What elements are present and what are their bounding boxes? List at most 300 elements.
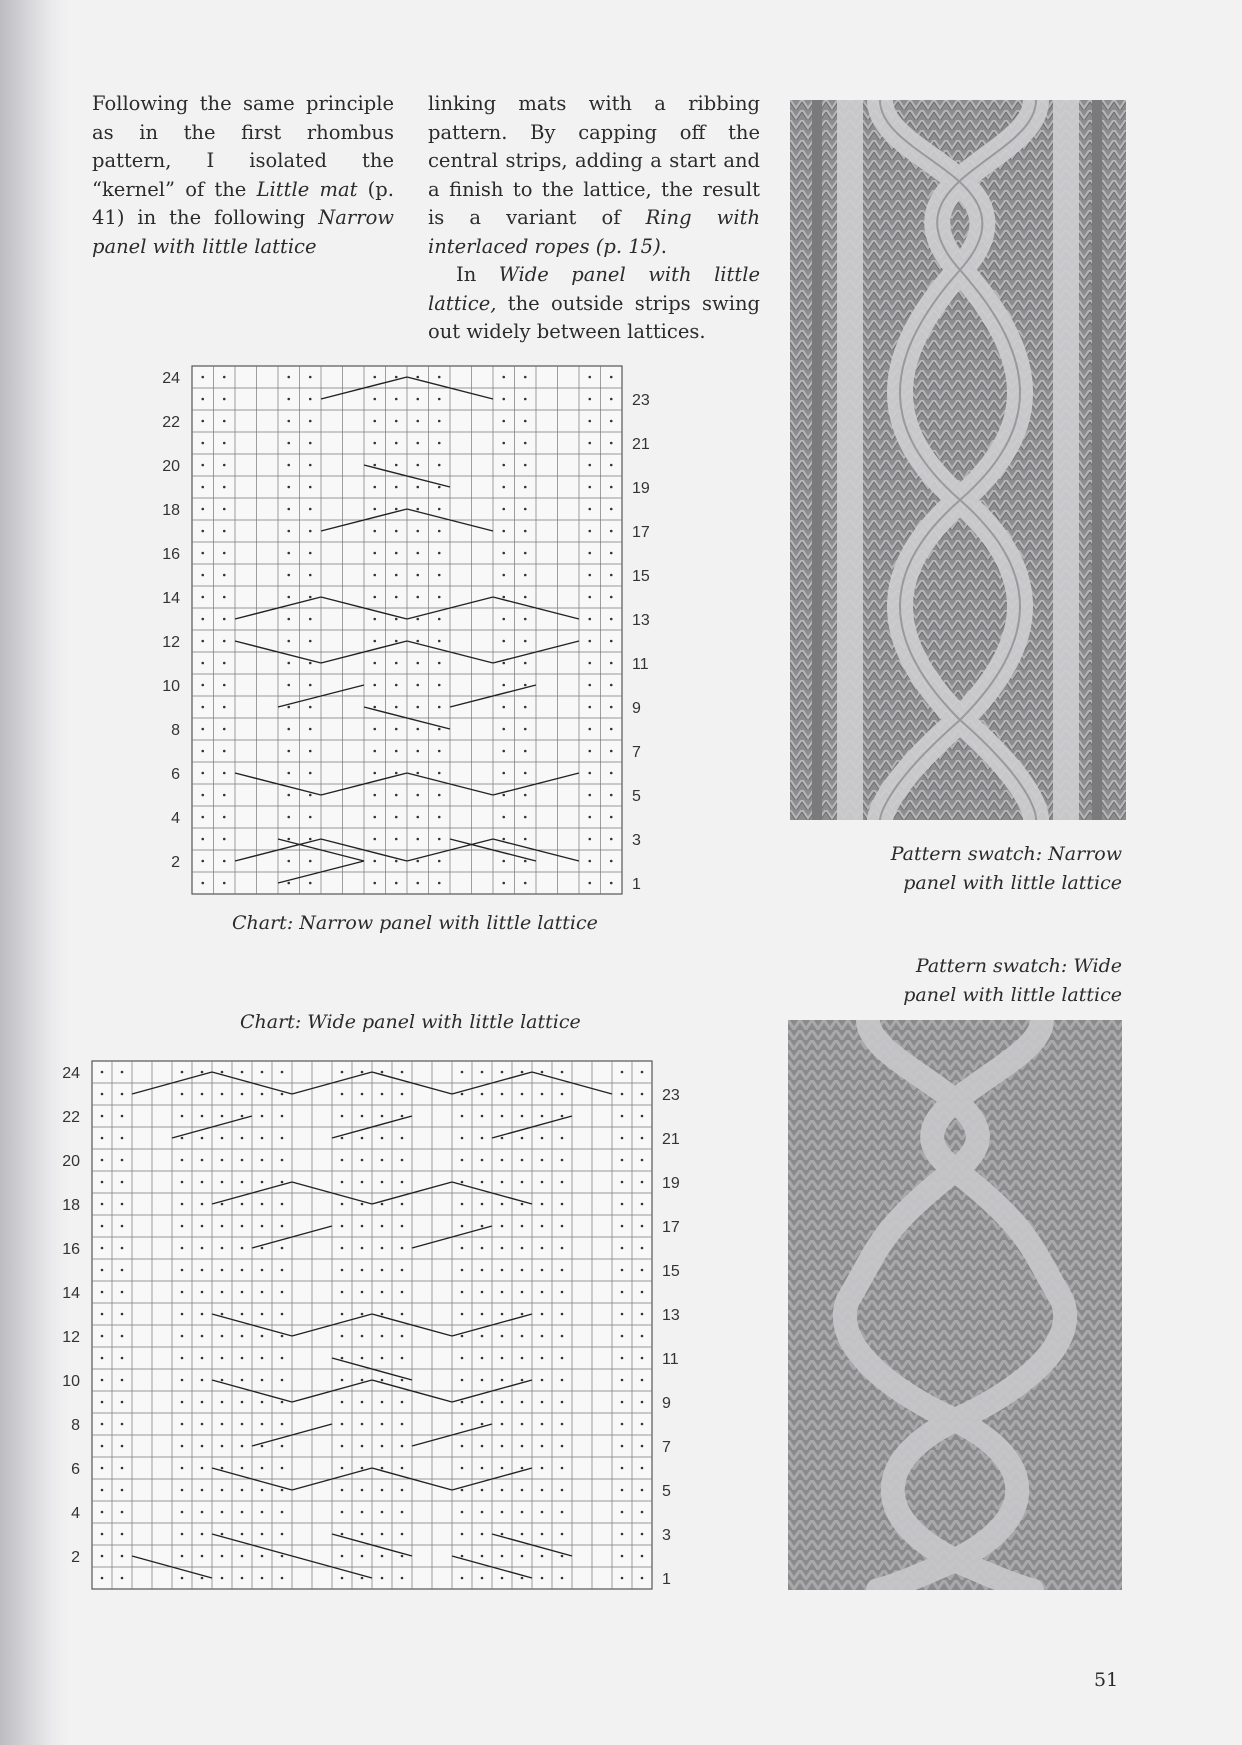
purl-dot xyxy=(101,1291,104,1294)
purl-dot xyxy=(373,882,376,885)
purl-dot xyxy=(241,1401,244,1404)
purl-dot xyxy=(395,508,398,511)
purl-dot xyxy=(561,1533,564,1536)
purl-dot xyxy=(438,662,441,665)
purl-dot xyxy=(181,1357,184,1360)
purl-dot xyxy=(610,552,613,555)
purl-dot xyxy=(395,706,398,709)
purl-dot xyxy=(381,1313,384,1316)
purl-dot xyxy=(101,1533,104,1536)
purl-dot xyxy=(461,1555,464,1558)
purl-dot xyxy=(341,1423,344,1426)
text-column-left xyxy=(92,90,394,261)
purl-dot xyxy=(281,1555,284,1558)
purl-dot xyxy=(524,376,527,379)
purl-dot xyxy=(309,684,312,687)
row-label-right: 3 xyxy=(662,1527,671,1544)
purl-dot xyxy=(309,860,312,863)
purl-dot xyxy=(641,1203,644,1206)
purl-dot xyxy=(201,1181,204,1184)
purl-dot xyxy=(461,1071,464,1074)
purl-dot xyxy=(588,530,591,533)
purl-dot xyxy=(610,662,613,665)
purl-dot xyxy=(121,1181,124,1184)
purl-dot xyxy=(223,376,226,379)
purl-dot xyxy=(401,1137,404,1140)
purl-dot xyxy=(541,1533,544,1536)
purl-dot xyxy=(181,1577,184,1580)
purl-dot xyxy=(341,1313,344,1316)
purl-dot xyxy=(341,1335,344,1338)
purl-dot xyxy=(121,1203,124,1206)
purl-dot xyxy=(281,1203,284,1206)
purl-dot xyxy=(341,1137,344,1140)
purl-dot xyxy=(621,1181,624,1184)
purl-dot xyxy=(502,552,505,555)
purl-dot xyxy=(223,618,226,621)
purl-dot xyxy=(438,574,441,577)
row-label-right: 5 xyxy=(632,788,641,805)
purl-dot xyxy=(621,1159,624,1162)
purl-dot xyxy=(373,552,376,555)
purl-dot xyxy=(201,1137,204,1140)
wide-chart-caption: Chart: Wide panel with little lattice xyxy=(240,1011,581,1033)
purl-dot xyxy=(502,420,505,423)
purl-dot xyxy=(101,1203,104,1206)
purl-dot xyxy=(588,772,591,775)
purl-dot xyxy=(395,442,398,445)
purl-dot xyxy=(502,574,505,577)
purl-dot xyxy=(521,1313,524,1316)
purl-dot xyxy=(201,420,204,423)
purl-dot xyxy=(610,684,613,687)
purl-dot xyxy=(502,486,505,489)
purl-dot xyxy=(621,1335,624,1338)
purl-dot xyxy=(121,1423,124,1426)
purl-dot xyxy=(521,1269,524,1272)
purl-dot xyxy=(401,1071,404,1074)
purl-dot xyxy=(309,882,312,885)
purl-dot xyxy=(521,1379,524,1382)
purl-dot xyxy=(261,1335,264,1338)
purl-dot xyxy=(121,1511,124,1514)
purl-dot xyxy=(241,1313,244,1316)
purl-dot xyxy=(181,1115,184,1118)
purl-dot xyxy=(461,1577,464,1580)
purl-dot xyxy=(641,1225,644,1228)
row-label-right: 11 xyxy=(632,656,649,673)
purl-dot xyxy=(361,1335,364,1338)
purl-dot xyxy=(524,442,527,445)
purl-dot xyxy=(610,508,613,511)
purl-dot xyxy=(223,728,226,731)
purl-dot xyxy=(309,750,312,753)
purl-dot xyxy=(621,1401,624,1404)
purl-dot xyxy=(201,618,204,621)
purl-dot xyxy=(502,728,505,731)
purl-dot xyxy=(221,1357,224,1360)
purl-dot xyxy=(221,1181,224,1184)
purl-dot xyxy=(373,750,376,753)
purl-dot xyxy=(181,1071,184,1074)
purl-dot xyxy=(641,1137,644,1140)
purl-dot xyxy=(181,1313,184,1316)
purl-dot xyxy=(261,1203,264,1206)
purl-dot xyxy=(524,684,527,687)
purl-dot xyxy=(641,1335,644,1338)
purl-dot xyxy=(416,596,419,599)
purl-dot xyxy=(287,772,290,775)
purl-dot xyxy=(395,552,398,555)
purl-dot xyxy=(241,1577,244,1580)
purl-dot xyxy=(501,1247,504,1250)
purl-dot xyxy=(438,376,441,379)
purl-dot xyxy=(481,1291,484,1294)
purl-dot xyxy=(501,1093,504,1096)
purl-dot xyxy=(361,1115,364,1118)
purl-dot xyxy=(361,1093,364,1096)
row-label-left: 24 xyxy=(62,1065,80,1082)
purl-dot xyxy=(181,1401,184,1404)
purl-dot xyxy=(524,750,527,753)
purl-dot xyxy=(201,1489,204,1492)
purl-dot xyxy=(524,728,527,731)
purl-dot xyxy=(521,1467,524,1470)
purl-dot xyxy=(481,1533,484,1536)
purl-dot xyxy=(221,1423,224,1426)
purl-dot xyxy=(281,1115,284,1118)
purl-dot xyxy=(341,1555,344,1558)
purl-dot xyxy=(261,1291,264,1294)
purl-dot xyxy=(416,508,419,511)
purl-dot xyxy=(261,1137,264,1140)
purl-dot xyxy=(501,1335,504,1338)
purl-dot xyxy=(561,1115,564,1118)
purl-dot xyxy=(341,1401,344,1404)
purl-dot xyxy=(381,1071,384,1074)
purl-dot xyxy=(221,1489,224,1492)
purl-dot xyxy=(610,398,613,401)
purl-dot xyxy=(309,552,312,555)
purl-dot xyxy=(524,596,527,599)
purl-dot xyxy=(201,530,204,533)
purl-dot xyxy=(502,882,505,885)
purl-dot xyxy=(241,1071,244,1074)
purl-dot xyxy=(438,838,441,841)
purl-dot xyxy=(561,1401,564,1404)
purl-dot xyxy=(541,1357,544,1360)
purl-dot xyxy=(461,1313,464,1316)
purl-dot xyxy=(221,1313,224,1316)
purl-dot xyxy=(481,1577,484,1580)
purl-dot xyxy=(588,882,591,885)
purl-dot xyxy=(201,1093,204,1096)
purl-dot xyxy=(361,1159,364,1162)
purl-dot xyxy=(287,530,290,533)
purl-dot xyxy=(461,1137,464,1140)
purl-dot xyxy=(241,1181,244,1184)
purl-dot xyxy=(121,1357,124,1360)
purl-dot xyxy=(416,794,419,797)
purl-dot xyxy=(223,640,226,643)
purl-dot xyxy=(541,1137,544,1140)
purl-dot xyxy=(461,1401,464,1404)
purl-dot xyxy=(201,1445,204,1448)
purl-dot xyxy=(373,728,376,731)
purl-dot xyxy=(341,1181,344,1184)
purl-dot xyxy=(438,860,441,863)
purl-dot xyxy=(524,464,527,467)
chart-grid xyxy=(192,366,622,894)
purl-dot xyxy=(281,1313,284,1316)
purl-dot xyxy=(438,706,441,709)
row-label-left: 18 xyxy=(62,1197,80,1214)
purl-dot xyxy=(101,1313,104,1316)
purl-dot xyxy=(588,684,591,687)
purl-dot xyxy=(223,816,226,819)
purl-dot xyxy=(373,530,376,533)
purl-dot xyxy=(416,838,419,841)
purl-dot xyxy=(588,486,591,489)
purl-dot xyxy=(201,772,204,775)
purl-dot xyxy=(381,1335,384,1338)
row-label-right: 3 xyxy=(632,832,641,849)
purl-dot xyxy=(501,1291,504,1294)
purl-dot xyxy=(221,1071,224,1074)
purl-dot xyxy=(181,1291,184,1294)
purl-dot xyxy=(341,1115,344,1118)
wide-swatch-caption: Pattern swatch: Wide panel with little lattice xyxy=(903,955,1122,1006)
purl-dot xyxy=(121,1247,124,1250)
purl-dot xyxy=(261,1313,264,1316)
purl-dot xyxy=(481,1247,484,1250)
purl-dot xyxy=(181,1467,184,1470)
purl-dot xyxy=(373,816,376,819)
purl-dot xyxy=(502,640,505,643)
purl-dot xyxy=(561,1511,564,1514)
purl-dot xyxy=(481,1269,484,1272)
purl-dot xyxy=(287,706,290,709)
purl-dot xyxy=(261,1093,264,1096)
purl-dot xyxy=(621,1225,624,1228)
purl-dot xyxy=(281,1181,284,1184)
purl-dot xyxy=(588,860,591,863)
purl-dot xyxy=(438,596,441,599)
purl-dot xyxy=(641,1489,644,1492)
row-label-right: 13 xyxy=(632,612,650,629)
purl-dot xyxy=(181,1489,184,1492)
purl-dot xyxy=(373,640,376,643)
row-label-right: 1 xyxy=(662,1571,671,1588)
row-label-right: 1 xyxy=(632,876,641,893)
purl-dot xyxy=(481,1467,484,1470)
purl-dot xyxy=(341,1269,344,1272)
purl-dot xyxy=(461,1467,464,1470)
purl-dot xyxy=(621,1577,624,1580)
purl-dot xyxy=(181,1423,184,1426)
purl-dot xyxy=(416,816,419,819)
purl-dot xyxy=(588,508,591,511)
purl-dot xyxy=(395,618,398,621)
purl-dot xyxy=(621,1489,624,1492)
purl-dot xyxy=(621,1269,624,1272)
purl-dot xyxy=(501,1379,504,1382)
purl-dot xyxy=(101,1137,104,1140)
purl-dot xyxy=(621,1533,624,1536)
row-label-right: 9 xyxy=(632,700,641,717)
purl-dot xyxy=(438,398,441,401)
purl-dot xyxy=(287,486,290,489)
purl-dot xyxy=(101,1247,104,1250)
purl-dot xyxy=(541,1181,544,1184)
purl-dot xyxy=(521,1423,524,1426)
purl-dot xyxy=(361,1137,364,1140)
purl-dot xyxy=(281,1071,284,1074)
purl-dot xyxy=(241,1555,244,1558)
purl-dot xyxy=(201,1357,204,1360)
paragraph-1: Following the same principle as in the first rhombus pattern, I isolated the “kernel” of the Little mat (p. 41) in the following Narrow panel with little lattice xyxy=(92,92,394,258)
purl-dot xyxy=(261,1423,264,1426)
purl-dot xyxy=(281,1467,284,1470)
purl-dot xyxy=(641,1071,644,1074)
purl-dot xyxy=(121,1071,124,1074)
purl-dot xyxy=(341,1071,344,1074)
purl-dot xyxy=(541,1093,544,1096)
purl-dot xyxy=(401,1577,404,1580)
purl-dot xyxy=(241,1159,244,1162)
purl-dot xyxy=(361,1269,364,1272)
purl-dot xyxy=(221,1269,224,1272)
purl-dot xyxy=(309,728,312,731)
purl-dot xyxy=(588,728,591,731)
purl-dot xyxy=(524,882,527,885)
purl-dot xyxy=(381,1225,384,1228)
purl-dot xyxy=(416,860,419,863)
purl-dot xyxy=(502,816,505,819)
purl-dot xyxy=(481,1555,484,1558)
purl-dot xyxy=(261,1577,264,1580)
purl-dot xyxy=(621,1071,624,1074)
purl-dot xyxy=(588,464,591,467)
purl-dot xyxy=(381,1181,384,1184)
purl-dot xyxy=(281,1247,284,1250)
purl-dot xyxy=(501,1159,504,1162)
purl-dot xyxy=(221,1533,224,1536)
purl-dot xyxy=(561,1335,564,1338)
purl-dot xyxy=(502,618,505,621)
purl-dot xyxy=(181,1247,184,1250)
purl-dot xyxy=(361,1467,364,1470)
wide-panel-chart xyxy=(50,1055,750,1600)
purl-dot xyxy=(373,684,376,687)
row-label-right: 19 xyxy=(662,1175,680,1192)
purl-dot xyxy=(281,1489,284,1492)
purl-dot xyxy=(395,486,398,489)
purl-dot xyxy=(395,772,398,775)
purl-dot xyxy=(287,508,290,511)
purl-dot xyxy=(261,1511,264,1514)
purl-dot xyxy=(610,728,613,731)
purl-dot xyxy=(121,1577,124,1580)
purl-dot xyxy=(241,1489,244,1492)
purl-dot xyxy=(481,1379,484,1382)
purl-dot xyxy=(261,1159,264,1162)
purl-dot xyxy=(416,750,419,753)
purl-dot xyxy=(281,1291,284,1294)
purl-dot xyxy=(481,1335,484,1338)
purl-dot xyxy=(521,1115,524,1118)
row-label-right: 21 xyxy=(632,436,650,453)
purl-dot xyxy=(101,1159,104,1162)
purl-dot xyxy=(641,1379,644,1382)
purl-dot xyxy=(361,1071,364,1074)
row-label-left: 6 xyxy=(71,1461,80,1478)
purl-dot xyxy=(241,1357,244,1360)
purl-dot xyxy=(373,794,376,797)
purl-dot xyxy=(395,420,398,423)
purl-dot xyxy=(395,794,398,797)
purl-dot xyxy=(201,1511,204,1514)
purl-dot xyxy=(588,596,591,599)
purl-dot xyxy=(395,530,398,533)
purl-dot xyxy=(221,1445,224,1448)
purl-dot xyxy=(201,1115,204,1118)
purl-dot xyxy=(481,1137,484,1140)
purl-dot xyxy=(181,1137,184,1140)
purl-dot xyxy=(261,1071,264,1074)
purl-dot xyxy=(610,750,613,753)
purl-dot xyxy=(121,1379,124,1382)
purl-dot xyxy=(524,508,527,511)
purl-dot xyxy=(541,1423,544,1426)
purl-dot xyxy=(521,1445,524,1448)
row-label-left: 12 xyxy=(62,1329,80,1346)
purl-dot xyxy=(201,552,204,555)
purl-dot xyxy=(381,1379,384,1382)
purl-dot xyxy=(621,1247,624,1250)
purl-dot xyxy=(395,596,398,599)
purl-dot xyxy=(341,1445,344,1448)
row-label-left: 20 xyxy=(62,1153,80,1170)
purl-dot xyxy=(401,1115,404,1118)
purl-dot xyxy=(221,1225,224,1228)
purl-dot xyxy=(502,750,505,753)
purl-dot xyxy=(287,794,290,797)
purl-dot xyxy=(561,1071,564,1074)
purl-dot xyxy=(610,486,613,489)
purl-dot xyxy=(261,1269,264,1272)
purl-dot xyxy=(281,1445,284,1448)
purl-dot xyxy=(401,1357,404,1360)
purl-dot xyxy=(438,728,441,731)
purl-dot xyxy=(641,1577,644,1580)
purl-dot xyxy=(416,640,419,643)
purl-dot xyxy=(481,1093,484,1096)
purl-dot xyxy=(287,618,290,621)
purl-dot xyxy=(501,1269,504,1272)
purl-dot xyxy=(588,618,591,621)
purl-dot xyxy=(438,530,441,533)
purl-dot xyxy=(221,1291,224,1294)
purl-dot xyxy=(502,376,505,379)
purl-dot xyxy=(261,1467,264,1470)
purl-dot xyxy=(541,1115,544,1118)
purl-dot xyxy=(101,1379,104,1382)
purl-dot xyxy=(481,1313,484,1316)
purl-dot xyxy=(181,1533,184,1536)
purl-dot xyxy=(481,1445,484,1448)
purl-dot xyxy=(541,1467,544,1470)
